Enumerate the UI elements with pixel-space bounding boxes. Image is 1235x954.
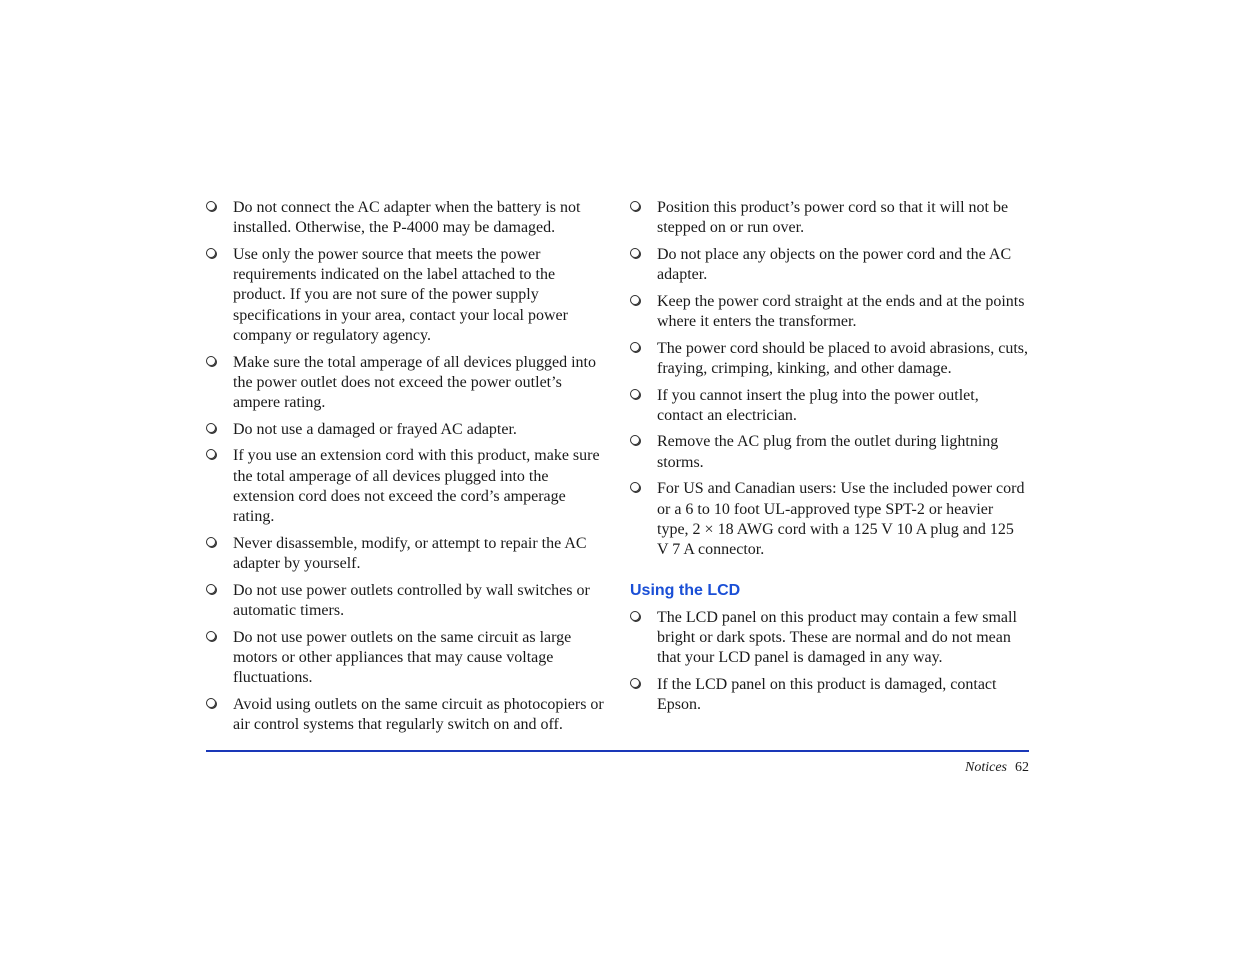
list-item-text: Do not use a damaged or frayed AC adapter.	[233, 420, 517, 438]
list-item-text: Do not use power outlets on the same circuit as large motors or other appliances that may cause voltage fluctuations.	[233, 628, 572, 687]
bullet-icon	[630, 678, 640, 688]
list-item	[206, 628, 604, 689]
bullet-icon	[206, 423, 216, 433]
bullet-icon	[206, 631, 216, 641]
bullet-icon	[206, 201, 216, 211]
bullet-icon	[206, 449, 216, 459]
list-item	[206, 446, 604, 527]
bullet-icon	[630, 295, 640, 305]
bullet-icon	[630, 482, 640, 492]
right-bullet-list	[630, 198, 1028, 561]
footer-divider	[206, 750, 1029, 752]
list-item-text: Do not place any objects on the power cord and the AC adapter.	[657, 245, 1012, 284]
list-item	[206, 420, 604, 440]
list-item	[630, 292, 1028, 333]
left-column	[206, 198, 604, 742]
list-item-text: Do not connect the AC adapter when the battery is not installed. Otherwise, the P-4000 may be damaged.	[233, 199, 581, 237]
list-item-text: If you use an extension cord with this product, make sure the total amperage of all devices plugged into the extension cord does not exceed the cord’s amperage rating.	[233, 447, 600, 526]
list-item-text: If the LCD panel on this product is damaged, contact Epson.	[657, 675, 997, 714]
list-item-text: Make sure the total amperage of all devices plugged into the power outlet does not exceed the power outlet’s ampere rating.	[233, 353, 596, 412]
bullet-icon	[630, 435, 640, 445]
list-item	[206, 534, 604, 575]
right-column	[630, 198, 1028, 722]
lcd-bullet-list	[630, 608, 1028, 716]
list-item	[630, 675, 1028, 716]
list-item-text: Use only the power source that meets the power requirements indicated on the label attached to the product. If you are not sure of the power supply specifications in your area, contact your local power company or regulatory agency.	[233, 245, 568, 345]
list-item	[206, 695, 604, 736]
list-item	[630, 339, 1028, 380]
list-item	[630, 245, 1028, 286]
list-item-text: If you cannot insert the plug into the power outlet, contact an electrician.	[657, 386, 979, 424]
page-footer	[965, 760, 1029, 776]
list-item-text: For US and Canadian users: Use the included power cord or a 6 to 10 foot UL-approved type SPT-2 or heavier type, 2 × 18 AWG cord with a 125 V 10 A plug and 125 V 7 A connector.	[657, 480, 1025, 559]
bullet-icon	[206, 537, 216, 547]
footer-section-name: Notices	[965, 760, 1007, 775]
list-item-text: Keep the power cord straight at the ends and at the points where it enters the transformer.	[657, 292, 1025, 331]
bullet-icon	[630, 201, 640, 211]
list-item	[630, 432, 1028, 473]
list-item	[206, 245, 604, 346]
list-item-text: Do not use power outlets controlled by wall switches or automatic timers.	[233, 581, 590, 620]
bullet-icon	[630, 248, 640, 258]
list-item	[206, 198, 604, 239]
bullet-icon	[206, 248, 216, 258]
bullet-icon	[630, 611, 640, 621]
page-number: 62	[1015, 760, 1029, 775]
list-item-text: Avoid using outlets on the same circuit as photocopiers or air control systems that regularly switch on and off.	[233, 695, 604, 734]
list-item	[206, 353, 604, 414]
bullet-icon	[206, 584, 216, 594]
list-item	[630, 386, 1028, 427]
list-item-text: Never disassemble, modify, or attempt to repair the AC adapter by yourself.	[233, 534, 587, 573]
list-item	[630, 608, 1028, 669]
list-item	[630, 479, 1028, 560]
list-item-text: The power cord should be placed to avoid abrasions, cuts, fraying, crimping, kinking, and other damage.	[657, 339, 1029, 377]
list-item	[630, 198, 1028, 239]
bullet-icon	[630, 389, 640, 399]
left-bullet-list	[206, 198, 604, 736]
bullet-icon	[206, 356, 216, 366]
list-item	[206, 581, 604, 622]
list-item-text: The LCD panel on this product may contain a few small bright or dark spots. These are normal and do not mean that your LCD panel is damaged in any way.	[657, 608, 1017, 667]
bullet-icon	[630, 342, 640, 352]
list-item-text: Position this product’s power cord so that it will not be stepped on or run over.	[657, 199, 1009, 237]
section-heading-using-the-lcd: Using the LCD	[630, 581, 741, 599]
bullet-icon	[206, 698, 216, 708]
list-item-text: Remove the AC plug from the outlet during lightning storms.	[657, 433, 999, 471]
